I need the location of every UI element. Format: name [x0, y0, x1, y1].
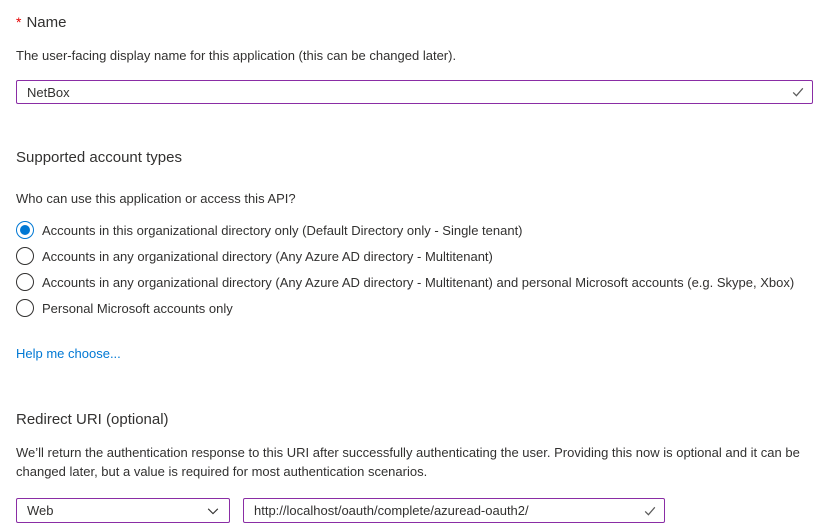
check-icon — [643, 504, 657, 518]
account-types-question: Who can use this application or access this API? — [16, 191, 296, 206]
radio-unselected-icon — [16, 247, 34, 265]
chevron-down-icon — [206, 504, 220, 518]
radio-option-label: Accounts in any organizational directory (Any Azure AD directory - Multitenant) — [42, 248, 493, 264]
help-me-choose-link[interactable]: Help me choose... — [16, 346, 121, 361]
radio-option-personal-only[interactable] — [16, 295, 813, 321]
radio-selected-icon — [16, 221, 34, 239]
redirect-uri-controls — [16, 498, 813, 523]
account-types-heading: Supported account types — [16, 149, 182, 166]
platform-select-value: Web — [27, 503, 54, 518]
name-label: Name — [26, 14, 67, 31]
name-input[interactable] — [16, 80, 813, 104]
required-asterisk: * — [16, 14, 22, 30]
radio-unselected-icon — [16, 299, 34, 317]
name-section-heading — [16, 12, 813, 33]
check-icon — [791, 85, 805, 99]
account-types-radio-group — [16, 217, 813, 321]
radio-option-single-tenant[interactable] — [16, 217, 813, 243]
redirect-uri-heading: Redirect URI (optional) — [16, 411, 169, 428]
platform-select[interactable] — [16, 498, 230, 523]
name-description: The user-facing display name for this application (this can be changed later). — [16, 48, 457, 63]
radio-option-label: Accounts in any organizational directory (Any Azure AD directory - Multitenant) and personal Microsoft accounts (e.g. Skype, Xbox) — [42, 274, 795, 290]
name-input-container — [16, 80, 813, 104]
radio-option-label: Personal Microsoft accounts only — [42, 300, 233, 316]
redirect-uri-description: We’ll return the authentication response to this URI after successfully authenticating the user. Providing this now is optional and it can be changed later, but a value is required for most authentication scenarios. — [16, 445, 800, 479]
radio-unselected-icon — [16, 273, 34, 291]
radio-option-multitenant-personal[interactable] — [16, 269, 813, 295]
redirect-uri-input[interactable] — [243, 498, 665, 523]
radio-option-multitenant[interactable] — [16, 243, 813, 269]
redirect-uri-input-container — [243, 498, 665, 523]
radio-option-label: Accounts in this organizational directory only (Default Directory only - Single tenant) — [42, 222, 523, 238]
